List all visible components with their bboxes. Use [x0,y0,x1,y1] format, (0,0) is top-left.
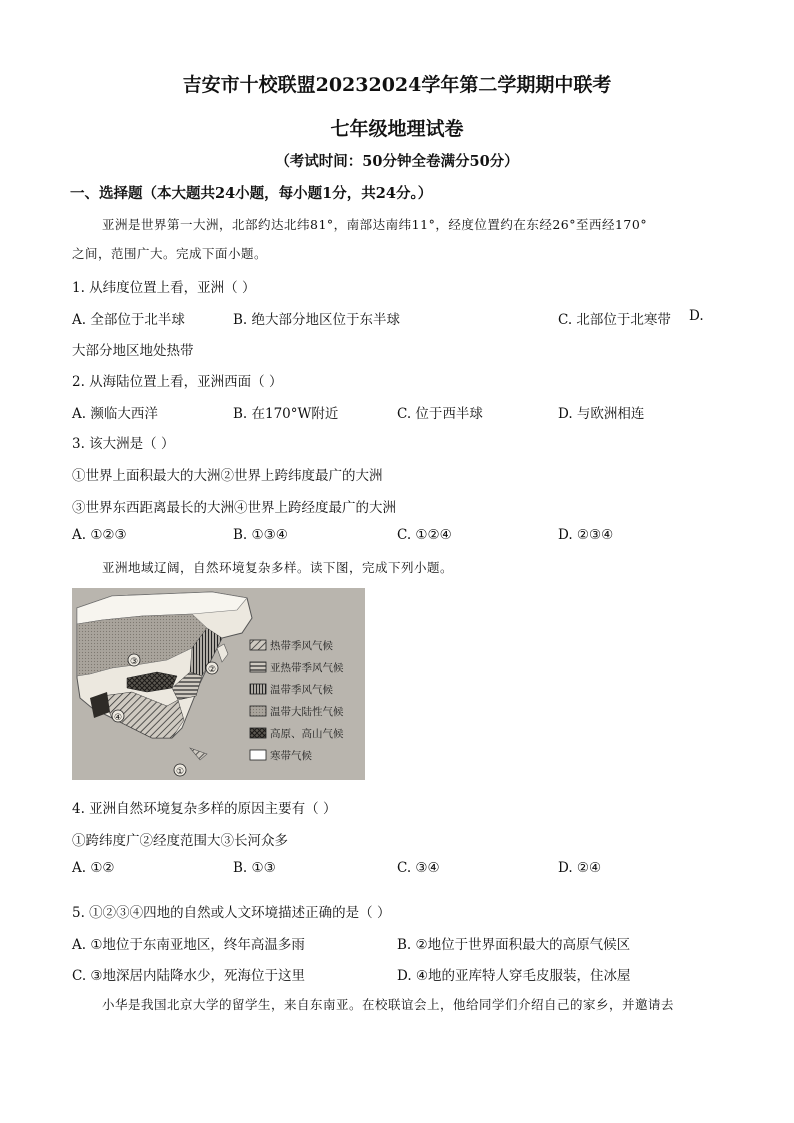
passage-2-line-1: 亚洲地域辽阔，自然环境复杂多样。读下图，完成下列小题。 [102,560,454,575]
question-4-option-d: D. ②④ [558,860,602,876]
question-5-option-a: A. ①地位于东南亚地区，终年高温多雨 [72,937,305,953]
passage-1-line-2: 之间，范围广大。完成下面小题。 [72,246,268,261]
question-5-option-c: C. ③地深居内陆降水少，死海位于这里 [72,968,306,984]
legend-swatch-temperate-continental [250,706,266,716]
legend-label-1: 热带季风气候 [270,640,333,652]
legend-label-2: 亚热带季风气候 [270,662,344,674]
question-2-option-a: A. 濒临大西洋 [72,406,158,422]
marker-4: ④ [113,713,123,723]
passage-3-line-1: 小华是我国北京大学的留学生，来自东南亚。在校联谊会上，他给同学们介绍自己的家乡，并邀请去 [102,997,675,1012]
question-5-stem: 5. ①②③④四地的自然或人文环境描述正确的是（ ） [72,905,391,921]
question-1-option-a: A. 全部位于北半球 [72,312,185,328]
question-3-statement-1: ①世界上面积最大的大洲②世界上跨纬度最广的大洲 [72,468,383,484]
question-3-option-d: D. ②③④ [558,527,614,543]
question-2-stem: 2. 从海陆位置上看，亚洲西面（ ） [72,374,283,390]
asia-climate-map [72,588,365,780]
marker-1: ① [175,767,185,777]
question-4-statement-1: ①跨纬度广②经度范围大③长河众多 [72,833,288,849]
question-1-option-c: C. 北部位于北寒带 [558,312,671,328]
question-4-option-a: A. ①② [72,860,115,876]
legend-label-5: 高原、高山气候 [270,728,344,740]
question-3-option-b: B. ①③④ [233,527,288,543]
legend-swatch-cold [250,750,266,760]
question-1-option-d-label: D. [689,308,704,324]
legend-swatch-temperate-monsoon [250,684,266,694]
question-1-option-d-text: 大部分地区地处热带 [72,343,194,359]
exam-subtitle: 七年级地理试卷 [330,118,464,140]
question-5-option-d: D. ④地的亚库特人穿毛皮服装，住冰屋 [397,968,631,984]
exam-info: （考试时间：50分钟全卷满分50分） [275,153,519,170]
question-3-statement-2: ③世界东西距离最长的大洲④世界上跨经度最广的大洲 [72,500,396,516]
question-4-option-b: B. ①③ [233,860,276,876]
question-4-stem: 4. 亚洲自然环境复杂多样的原因主要有（ ） [72,801,337,817]
asia-climate-map-svg [72,588,365,780]
legend-swatch-plateau [250,728,266,738]
question-4-option-c: C. ③④ [397,860,440,876]
passage-1-line-1: 亚洲是世界第一大洲，北部约达北纬81°，南部达南纬11°，经度位置约在东经26°至西经170° [102,217,648,232]
question-5-option-b: B. ②地位于世界面积最大的高原气候区 [397,937,631,953]
legend-label-4: 温带大陆性气候 [270,706,344,718]
exam-title: 吉安市十校联盟20232024学年第二学期期中联考 [182,74,612,96]
legend-swatch-subtropical-monsoon [250,662,266,672]
question-1-stem: 1. 从纬度位置上看，亚洲（ ） [72,280,256,296]
question-3-stem: 3. 该大洲是（ ） [72,436,175,452]
question-3-option-c: C. ①②④ [397,527,452,543]
legend-label-6: 寒带气候 [270,750,312,762]
marker-2: ② [207,665,217,675]
question-2-option-c: C. 位于西半球 [397,406,483,422]
question-3-option-a: A. ①②③ [72,527,127,543]
section-heading: 一、选择题（本大题共24小题，每小题1分，共24分。） [70,185,433,202]
legend-label-3: 温带季风气候 [270,684,333,696]
marker-3: ③ [129,657,139,667]
question-2-option-b: B. 在170°W附近 [233,406,339,422]
legend-swatch-tropical-monsoon [250,640,266,650]
question-1-option-b: B. 绝大部分地区位于东半球 [233,312,401,328]
question-2-option-d: D. 与欧洲相连 [558,406,645,422]
